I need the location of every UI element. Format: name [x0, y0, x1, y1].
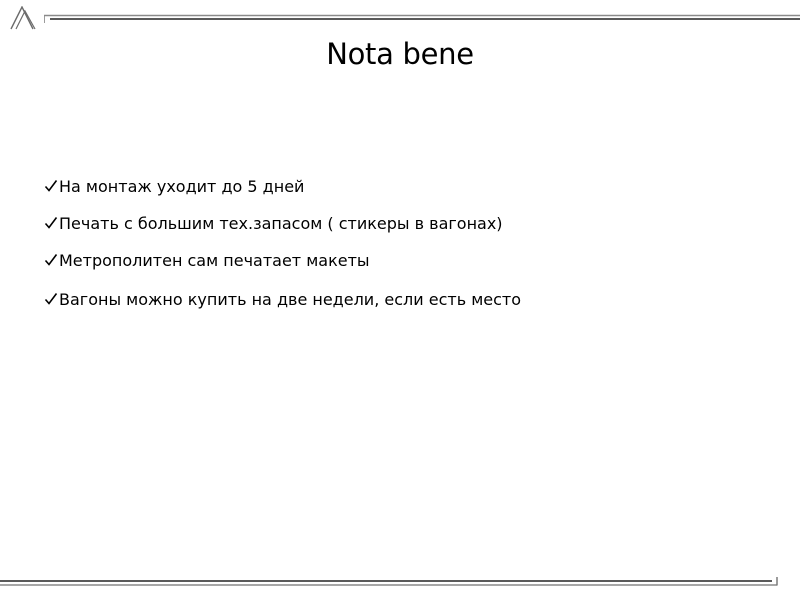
check-icon: [44, 292, 58, 306]
check-icon: [44, 179, 58, 193]
bullet-text: Метрополитен сам печатает макеты: [59, 250, 370, 270]
top-decorative-rule: [44, 12, 800, 24]
bullet-text: На монтаж уходит до 5 дней: [59, 176, 305, 196]
check-icon: [44, 253, 58, 267]
list-item: [44, 286, 521, 312]
bullet-text: Вагоны можно купить на две недели, если есть место: [59, 289, 522, 309]
slide-title: Nota bene: [326, 37, 474, 71]
list-item: [44, 173, 521, 199]
bullet-text: Печать с большим тех.запасом ( стикеры в вагонах): [59, 213, 503, 233]
list-item: [44, 210, 521, 236]
check-icon: [44, 216, 58, 230]
bottom-decorative-rule: [0, 576, 778, 590]
logo-icon: [10, 6, 36, 30]
bullet-list: [44, 173, 521, 312]
list-item: [44, 247, 521, 273]
